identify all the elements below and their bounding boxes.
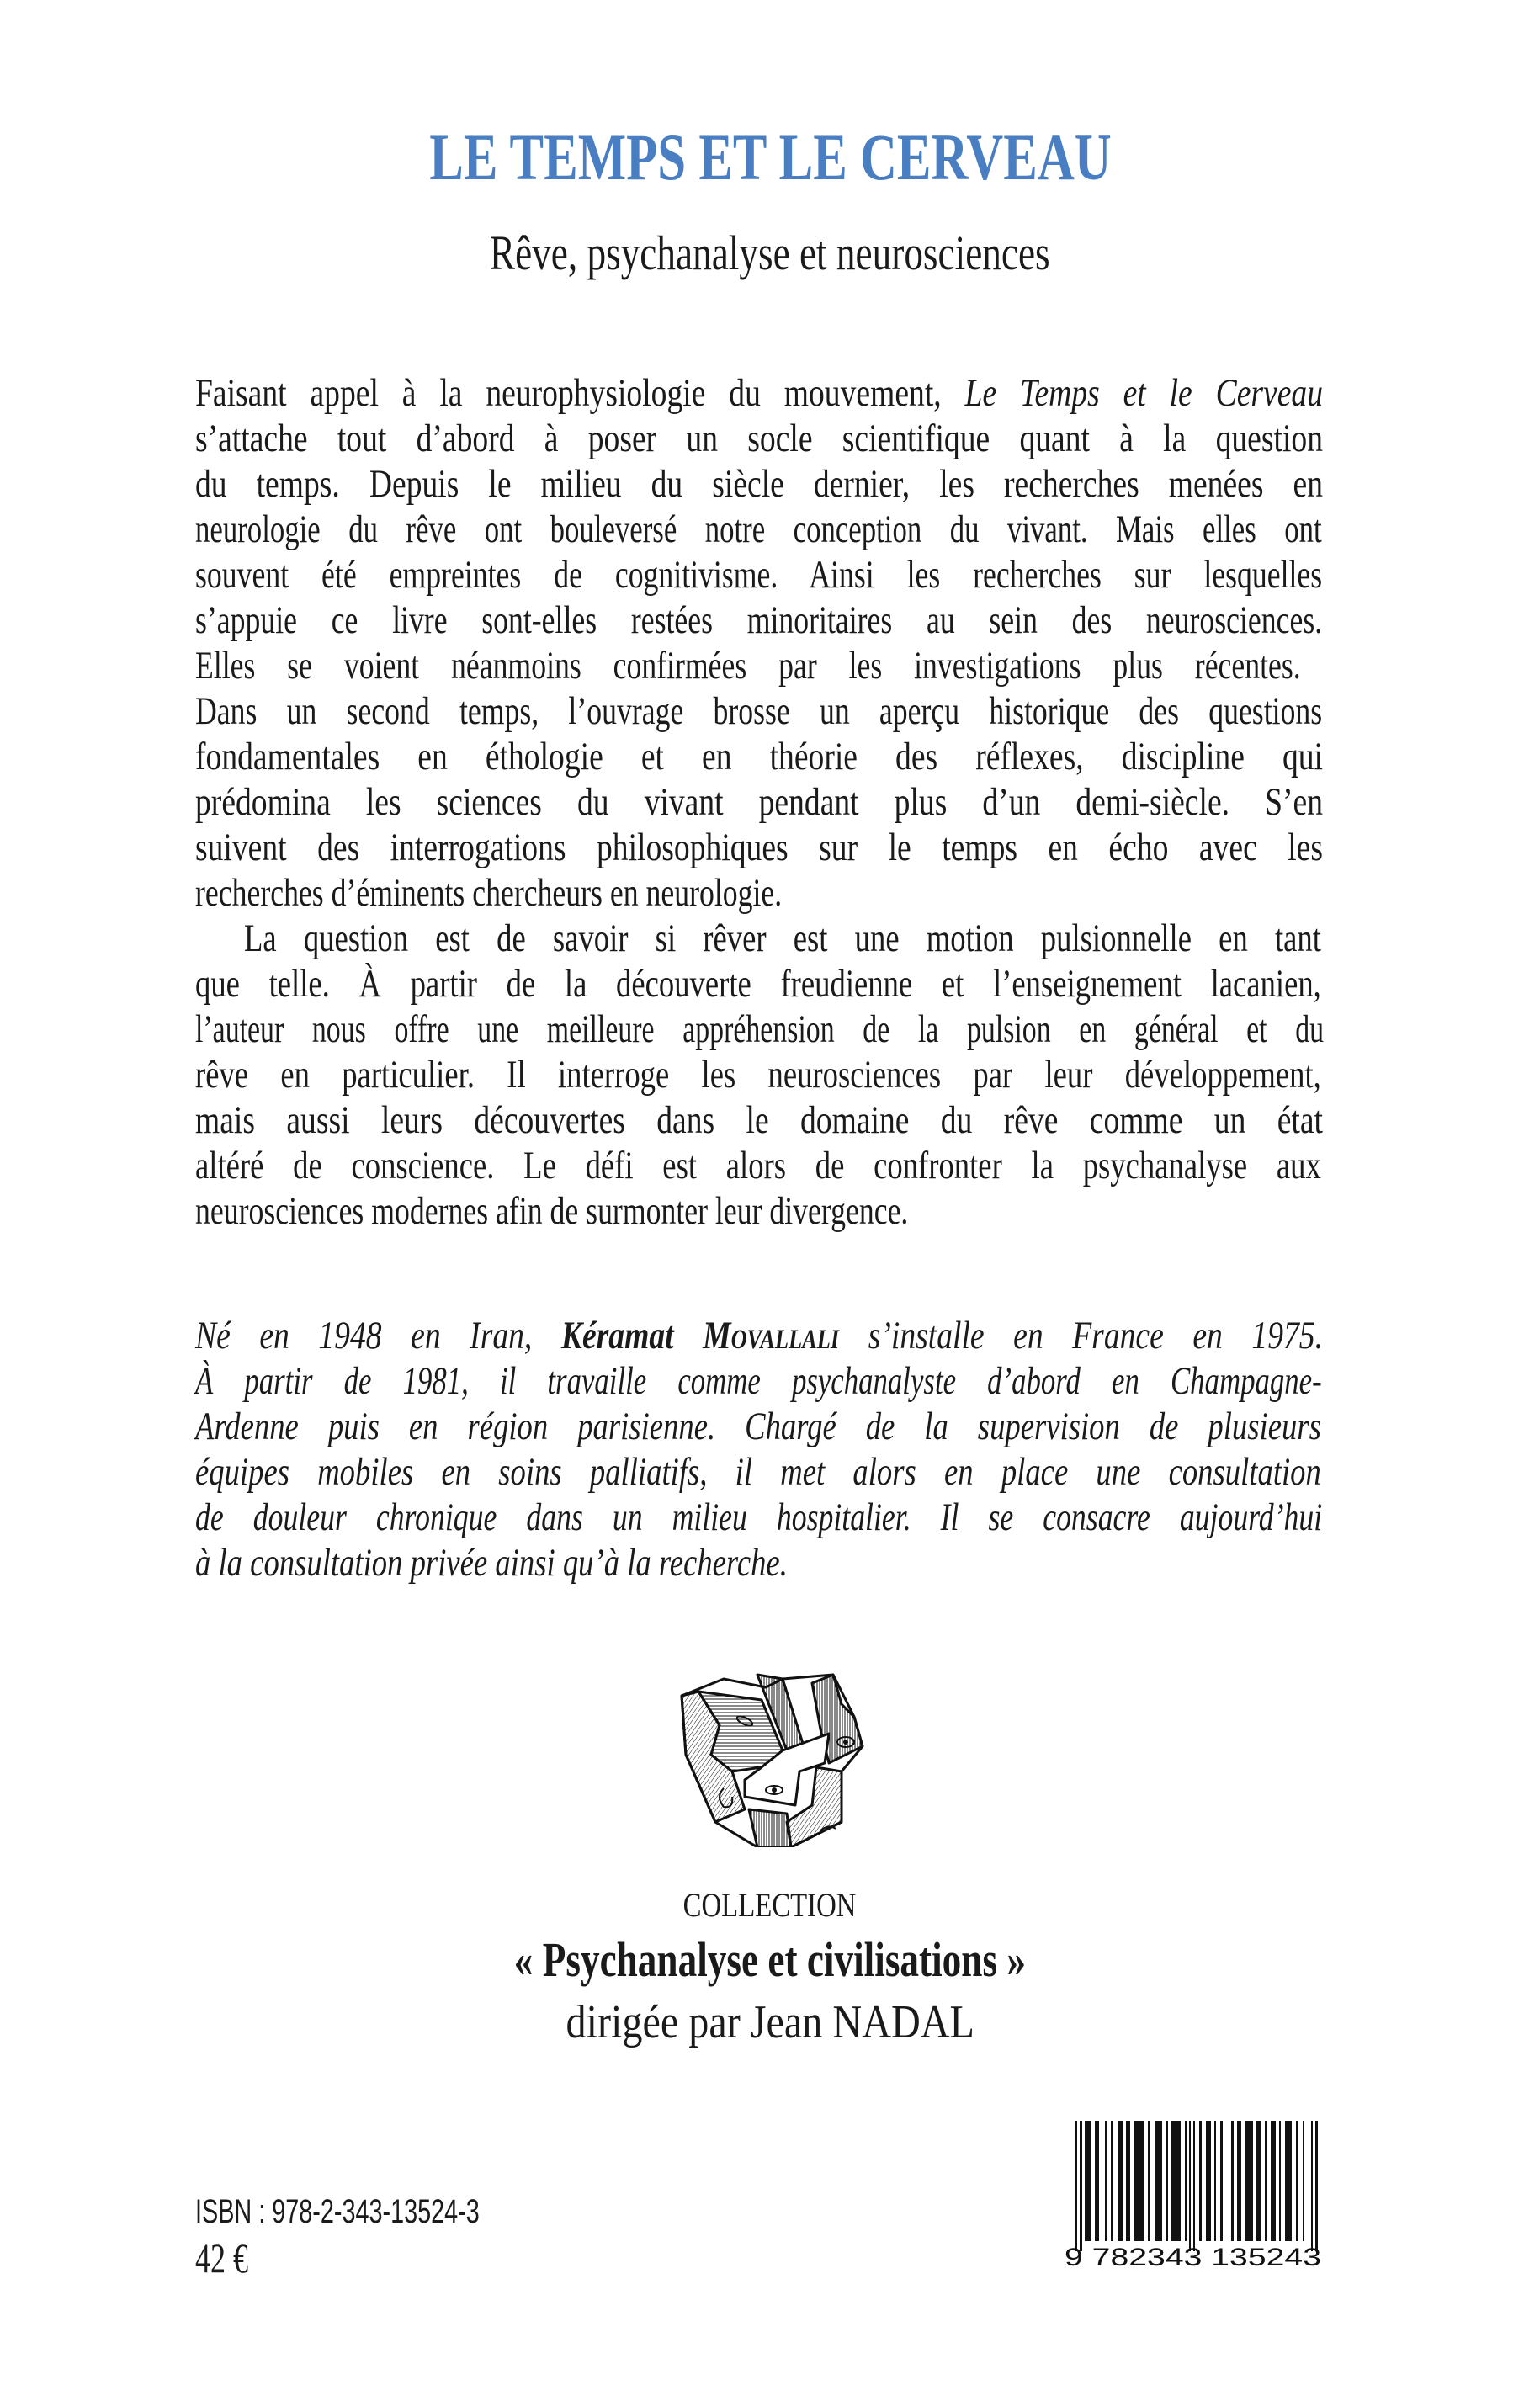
- text-line: neurosciences modernes afin de surmonter leur divergence.: [195, 1189, 909, 1233]
- text-line: Né en 1948 en Iran, Kéramat Movallali s’installe en France en 1975.: [195, 1314, 1323, 1357]
- text-line: À partir de 1981, il travaille comme psychanalyste d’abord en Champagne-: [195, 1359, 1322, 1403]
- text-line: du temps. Depuis le milieu du siècle dernier, les recherches menées en: [195, 462, 1323, 506]
- book-title: LE TEMPS ET LE CERVEAU: [428, 120, 1112, 194]
- text-line: Ardenne puis en région parisienne. Chargé de la supervision de plusieurs: [195, 1405, 1321, 1448]
- text-line: suivent des interrogations philosophiques sur le temps en écho avec les: [195, 826, 1323, 869]
- text-line: s’attache tout d’abord à poser un socle scientifique quant à la question: [195, 417, 1323, 460]
- text-line: à la consultation privée ainsi qu’à la recherche.: [195, 1541, 788, 1585]
- text-line: s’appuie ce livre sont-elles restées minoritaires au sein des neurosciences.: [195, 598, 1323, 642]
- text-line: que telle. À partir de la découverte freudienne et l’enseignement lacanien,: [195, 962, 1321, 1006]
- text-line: de douleur chronique dans un milieu hospitalier. Il se consacre aujourd’hui: [195, 1495, 1323, 1539]
- cubist-face-logo-icon: [665, 1654, 884, 1847]
- text-line: Dans un second temps, l’ouvrage brosse un aperçu historique des questions: [195, 689, 1323, 733]
- book-title-italic: Le Temps et le Cerveau: [964, 371, 1323, 415]
- text-line: neurologie du rêve ont bouleversé notre conception du vivant. Mais elles ont: [195, 507, 1322, 551]
- text-line: équipes mobiles en soins palliatifs, il met alors en place une consultation: [195, 1450, 1321, 1494]
- book-subtitle: Rêve, psychanalyse et neurosciences: [490, 226, 1050, 280]
- author-name: Kéramat Movallali: [560, 1314, 840, 1357]
- text-line: mais aussi leurs découvertes dans le domaine du rêve comme un état: [195, 1098, 1323, 1142]
- price: 42 €: [195, 2234, 248, 2281]
- text-line: l’auteur nous offre une meilleure appréhension de la pulsion en général et du: [195, 1007, 1325, 1051]
- text-line: souvent été empreintes de cognitivisme. Ainsi les recherches sur lesquelles: [195, 553, 1323, 597]
- collection-label: COLLECTION: [683, 1886, 857, 1924]
- text-line: rêve en particulier. Il interroge les neurosciences par leur développement,: [195, 1053, 1321, 1097]
- text-line: Faisant appel à la neurophysiologie du mouvement, Le Temps et le Cerveau: [195, 371, 1323, 415]
- svg-text:9 782343 135243: 9 782343 135243: [1065, 2244, 1321, 2268]
- collection-director: dirigée par Jean NADAL: [566, 1996, 974, 2048]
- isbn: ISBN : 978-2-343-13524-3: [195, 2193, 480, 2230]
- text-line: prédomina les sciences du vivant pendant plus d’un demi-siècle. S’en: [195, 780, 1323, 824]
- text-line: fondamentales en éthologie et en théorie des réflexes, discipline qui: [195, 735, 1323, 778]
- text-line: La question est de savoir si rêver est une motion pulsionnelle en tant: [244, 916, 1321, 960]
- text-line: recherches d’éminents chercheurs en neurologie.: [195, 871, 783, 915]
- collection-name: « Psychanalyse et civilisations »: [513, 1932, 1027, 1987]
- text-line: altéré de conscience. Le défi est alors de confronter la psychanalyse aux: [195, 1144, 1321, 1187]
- barcode-icon: [1065, 2121, 1334, 2268]
- text-line: Elles se voient néanmoins confirmées par les investigations plus récentes.: [195, 644, 1301, 688]
